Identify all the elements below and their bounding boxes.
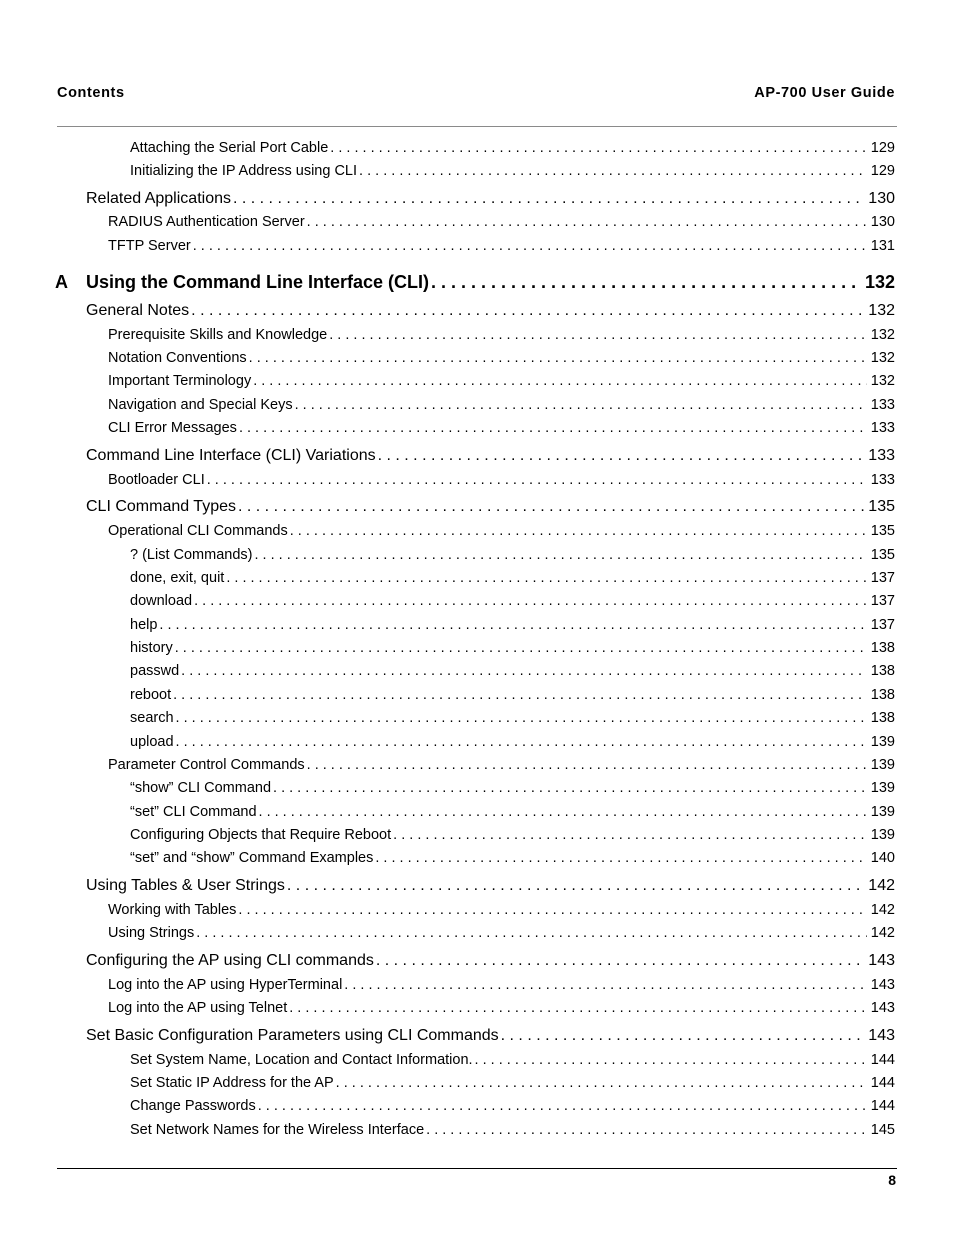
toc-entry-page: 138 — [870, 663, 895, 679]
toc-entry[interactable] — [0, 238, 954, 254]
toc-entry-page: 138 — [870, 710, 895, 726]
toc-entry-title: ? (List Commands) — [130, 547, 253, 563]
toc-entry[interactable] — [0, 877, 954, 895]
toc-entry-title: CLI Error Messages — [108, 420, 237, 436]
toc-entry[interactable] — [0, 710, 954, 726]
toc-entry-page: 142 — [870, 925, 895, 941]
toc-entry[interactable] — [0, 977, 954, 993]
toc-entry-title: Attaching the Serial Port Cable — [130, 140, 329, 156]
toc-entry-page: 138 — [870, 640, 895, 656]
toc-entry-title: Command Line Interface (CLI) Variations — [86, 447, 376, 464]
toc-entry-page: 133 — [870, 397, 895, 413]
toc-entry-page: 142 — [870, 902, 895, 918]
toc-entry[interactable] — [0, 663, 954, 679]
toc-entry-page: 145 — [870, 1122, 895, 1138]
dot-leader — [375, 850, 866, 866]
toc-entry[interactable] — [0, 190, 954, 208]
toc-entry[interactable] — [0, 902, 954, 918]
toc-entry-title: Parameter Control Commands — [108, 757, 305, 773]
toc-entry-title: passwd — [130, 663, 180, 679]
toc-entry[interactable] — [0, 1122, 954, 1138]
toc-entry[interactable] — [0, 570, 954, 586]
toc-entry-title: upload — [130, 734, 174, 750]
dot-leader — [194, 593, 867, 609]
toc-entry-title: Change Passwords — [130, 1098, 256, 1114]
running-header-section: Contents — [57, 85, 125, 101]
toc-entry-page: 135 — [868, 498, 895, 515]
toc-entry[interactable] — [0, 952, 954, 970]
dot-leader — [290, 523, 867, 539]
toc-entry[interactable] — [0, 214, 954, 230]
toc-entry-page: 132 — [870, 350, 895, 366]
toc-entry-page: 129 — [870, 163, 895, 179]
dot-leader — [253, 373, 867, 389]
toc-entry-title: RADIUS Authentication Server — [108, 214, 305, 230]
toc-entry-page: 139 — [870, 780, 895, 796]
dot-leader — [233, 190, 864, 208]
dot-leader — [475, 1052, 867, 1068]
toc-entry-page: 131 — [870, 238, 895, 254]
toc-entry[interactable] — [0, 1098, 954, 1114]
toc-entry-title: Set Static IP Address for the AP — [130, 1075, 334, 1091]
toc-entry-page: 144 — [870, 1052, 895, 1068]
toc-entry-page: 130 — [868, 190, 895, 207]
toc-entry-title: Operational CLI Commands — [108, 523, 288, 539]
toc-entry-title: history — [130, 640, 173, 656]
toc-entry-title: Log into the AP using Telnet — [108, 1000, 288, 1016]
toc-entry[interactable] — [0, 140, 954, 156]
toc-entry-title: Configuring the AP using CLI commands — [86, 952, 374, 969]
toc-entry-page: 139 — [870, 827, 895, 843]
toc-entry-page: 135 — [870, 523, 895, 539]
toc-entry[interactable] — [0, 780, 954, 796]
toc-entry-title: Prerequisite Skills and Knowledge — [108, 327, 328, 343]
toc-entry[interactable] — [0, 302, 954, 320]
toc-entry-page: 137 — [870, 593, 895, 609]
toc-entry[interactable] — [0, 420, 954, 436]
dot-leader — [259, 804, 867, 820]
toc-entry[interactable] — [0, 350, 954, 366]
dot-leader — [393, 827, 867, 843]
toc-entry-page: 135 — [870, 547, 895, 563]
dot-leader — [295, 397, 867, 413]
dot-leader — [176, 710, 867, 726]
toc-entry-title: Using Tables & User Strings — [86, 877, 285, 894]
dot-leader — [426, 1122, 867, 1138]
toc-entry[interactable] — [0, 498, 954, 516]
toc-entry[interactable] — [0, 397, 954, 413]
dot-leader — [359, 163, 867, 179]
toc-entry-page: 143 — [870, 977, 895, 993]
toc-entry[interactable] — [0, 827, 954, 843]
toc-entry-title: Working with Tables — [108, 902, 237, 918]
dot-leader — [287, 877, 864, 895]
toc-entry[interactable] — [0, 734, 954, 750]
toc-entry[interactable] — [0, 1027, 954, 1045]
toc-entry-title: General Notes — [86, 302, 190, 319]
toc-entry[interactable] — [0, 163, 954, 179]
toc-entry-title: reboot — [130, 687, 172, 703]
toc-entry-title: Important Terminology — [108, 373, 252, 389]
dot-leader — [175, 640, 867, 656]
toc-entry-page: 139 — [870, 757, 895, 773]
toc-entry[interactable] — [0, 1000, 954, 1016]
toc-entry-page: 132 — [868, 302, 895, 319]
dot-leader — [307, 757, 867, 773]
toc-entry-page: 144 — [870, 1098, 895, 1114]
toc-entry-page: 143 — [868, 952, 895, 969]
toc-entry-page: 133 — [868, 447, 895, 464]
toc-entry-page: 129 — [870, 140, 895, 156]
toc-entry-title: CLI Command Types — [86, 498, 236, 515]
dot-leader — [431, 272, 861, 293]
toc-entry-page: 132 — [864, 272, 895, 292]
dot-leader — [238, 902, 866, 918]
dot-leader — [501, 1027, 865, 1045]
toc-entry-page: 138 — [870, 687, 895, 703]
dot-leader — [173, 687, 867, 703]
toc-entry[interactable] — [0, 617, 954, 633]
toc-entry[interactable] — [0, 925, 954, 941]
toc-entry-title: Using the Command Line Interface (CLI) — [86, 272, 430, 292]
toc-entry-title: Set Basic Configuration Parameters using CLI Commands — [86, 1027, 499, 1044]
toc-entry-page: 139 — [870, 734, 895, 750]
toc-entry[interactable] — [0, 327, 954, 343]
toc-entry-title: “set” and “show” Command Examples — [130, 850, 374, 866]
toc-entry-title: done, exit, quit — [130, 570, 225, 586]
dot-leader — [376, 952, 864, 970]
toc-entry-title: help — [130, 617, 158, 633]
toc-entry-title: search — [130, 710, 174, 726]
toc-entry-title: Set System Name, Location and Contact Information. — [130, 1052, 473, 1068]
toc-entry-title: Using Strings — [108, 925, 195, 941]
toc-entry-page: 142 — [868, 877, 895, 894]
toc-entry-title: Configuring Objects that Require Reboot — [130, 827, 392, 843]
dot-leader — [273, 780, 867, 796]
toc-entry-title: Notation Conventions — [108, 350, 247, 366]
dot-leader — [226, 570, 866, 586]
dot-leader — [176, 734, 867, 750]
dot-leader — [378, 447, 865, 465]
dot-leader — [238, 498, 864, 516]
toc-entry-title: “set” CLI Command — [130, 804, 257, 820]
toc-entry[interactable] — [0, 593, 954, 609]
toc-entry[interactable] — [0, 373, 954, 389]
toc-entry-title: TFTP Server — [108, 238, 191, 254]
toc-entry[interactable] — [0, 687, 954, 703]
running-header-title: AP-700 User Guide — [754, 85, 895, 101]
toc-entry-title: download — [130, 593, 193, 609]
toc-entry[interactable] — [0, 1075, 954, 1091]
toc-entry-title: Set Network Names for the Wireless Interface — [130, 1122, 425, 1138]
toc-entry-page: 133 — [870, 420, 895, 436]
toc-entry-page: 132 — [870, 373, 895, 389]
toc-entry-title: Log into the AP using HyperTerminal — [108, 977, 343, 993]
toc-entry-title: “show” CLI Command — [130, 780, 272, 796]
toc-entry[interactable] — [0, 640, 954, 656]
toc-entry-page: 132 — [870, 327, 895, 343]
dot-leader — [289, 1000, 867, 1016]
appendix-letter: A — [55, 272, 68, 292]
toc-entry-title: Navigation and Special Keys — [108, 397, 293, 413]
toc-entry-page: 130 — [870, 214, 895, 230]
dot-leader — [254, 547, 866, 563]
toc-entry[interactable] — [0, 1052, 954, 1068]
toc-entry[interactable] — [0, 757, 954, 773]
toc-entry-page: 133 — [870, 472, 895, 488]
dot-leader — [239, 420, 867, 436]
toc-entry-page: 137 — [870, 570, 895, 586]
toc-entry[interactable] — [0, 804, 954, 820]
toc-entry-page: 140 — [870, 850, 895, 866]
dot-leader — [330, 140, 867, 156]
dot-leader — [329, 327, 867, 343]
toc-entry-title: Related Applications — [86, 190, 231, 207]
dot-leader — [181, 663, 867, 679]
toc-entry[interactable] — [0, 472, 954, 488]
dot-leader — [159, 617, 866, 633]
toc-entry-page: 139 — [870, 804, 895, 820]
toc-entry[interactable] — [0, 523, 954, 539]
toc-entry[interactable] — [0, 272, 954, 293]
dot-leader — [344, 977, 867, 993]
dot-leader — [196, 925, 867, 941]
page-number: 8 — [888, 1172, 896, 1188]
dot-leader — [207, 472, 867, 488]
dot-leader — [193, 238, 867, 254]
toc-entry-page: 143 — [870, 1000, 895, 1016]
toc-entry[interactable] — [0, 547, 954, 563]
toc-entry-page: 143 — [868, 1027, 895, 1044]
dot-leader — [336, 1075, 867, 1091]
dot-leader — [307, 214, 867, 230]
toc-entry[interactable] — [0, 447, 954, 465]
toc-entry-title: Initializing the IP Address using CLI — [130, 163, 358, 179]
dot-leader — [258, 1098, 867, 1114]
toc-entry-page: 144 — [870, 1075, 895, 1091]
toc-entry-page: 137 — [870, 617, 895, 633]
dot-leader — [191, 302, 864, 320]
toc-entry-title: Bootloader CLI — [108, 472, 205, 488]
header-rule — [57, 126, 897, 127]
footer-rule — [57, 1168, 897, 1169]
toc-entry[interactable] — [0, 850, 954, 866]
dot-leader — [249, 350, 867, 366]
